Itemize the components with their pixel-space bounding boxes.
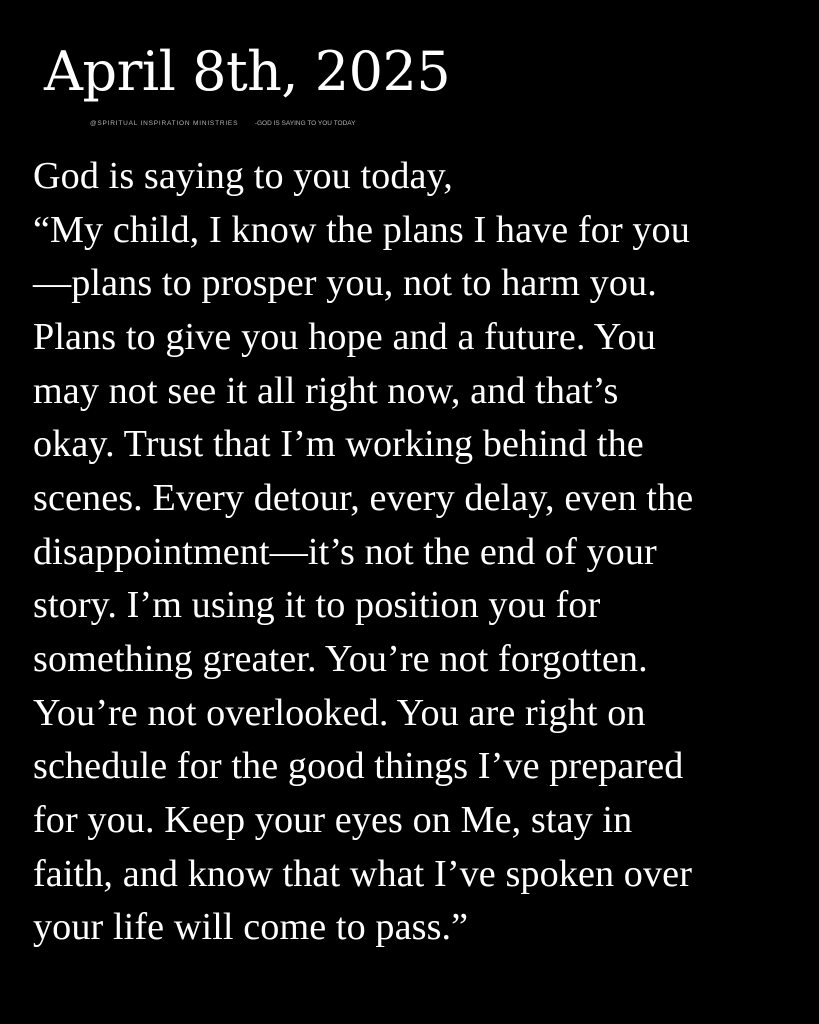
message-line: scenes. Every detour, every delay, even the <box>33 476 694 519</box>
credits-line <box>90 120 355 127</box>
message-line: You’re not overlooked. You are right on <box>33 691 646 734</box>
post-tag: -GOD IS SAYING TO YOU TODAY <box>254 120 356 127</box>
message-line: Plans to give you hope and a future. You <box>33 315 656 358</box>
message-body <box>33 150 819 955</box>
message-line: schedule for the good things I’ve prepared <box>33 745 684 788</box>
message-line: for you. Keep your eyes on Me, stay in <box>33 798 633 841</box>
account-handle: @SPIRITUAL INSPIRATION MINISTRIES <box>90 120 239 127</box>
message-line: faith, and know that what I’ve spoken over <box>33 852 693 895</box>
message-line: may not see it all right now, and that’s <box>33 369 619 412</box>
message-line: okay. Trust that I’m working behind the <box>33 423 644 466</box>
message-line: story. I’m using it to position you for <box>33 584 601 627</box>
message-line: “My child, I know the plans I have for you <box>33 208 690 251</box>
message-line: your life will come to pass.” <box>33 906 469 949</box>
message-line: something greater. You’re not forgotten. <box>33 637 648 680</box>
post-date: April 8th, 2025 <box>44 40 451 103</box>
message-line: disappointment—it’s not the end of your <box>33 530 657 573</box>
message-line: God is saying to you today, <box>33 155 453 197</box>
message-line: —plans to prosper you, not to harm you. <box>33 262 657 305</box>
